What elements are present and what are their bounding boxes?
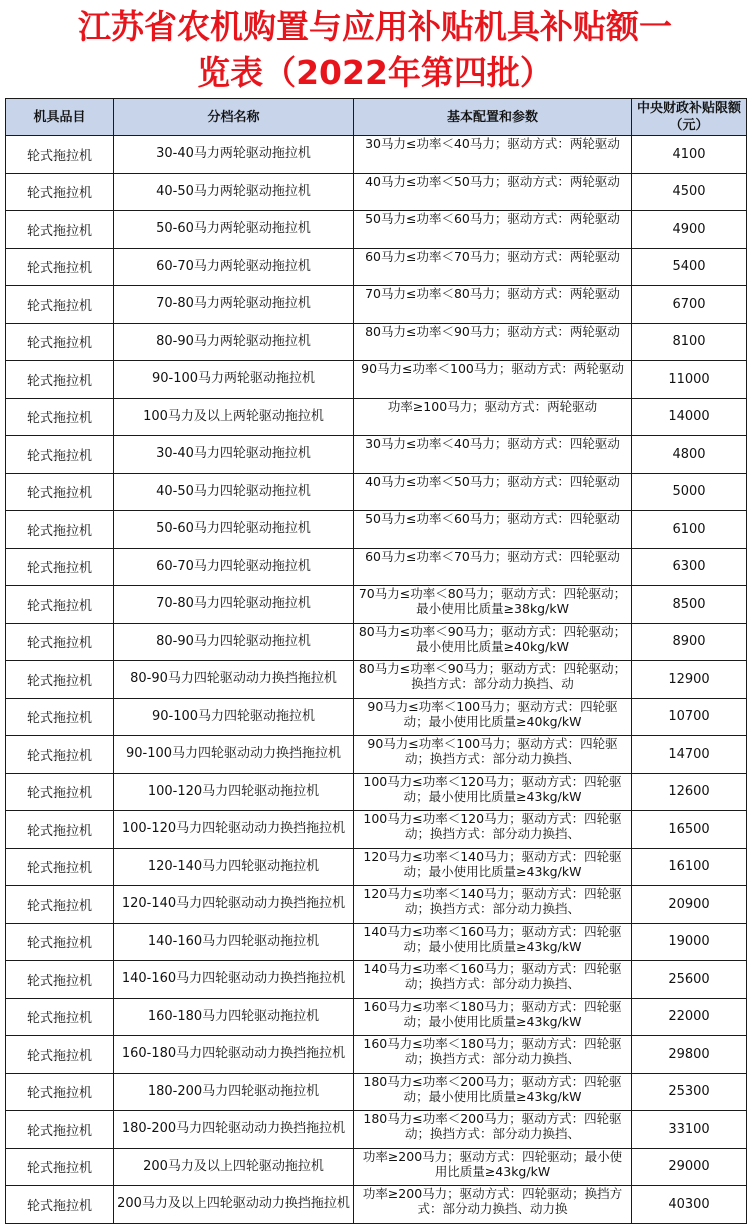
name-cell: 120-140马力四轮驱动动力换挡拖拉机 [114,886,354,924]
amount-cell: 8900 [632,623,747,661]
spec-text: 功率≥200马力；驱动方式：四轮驱动；最小使用比质量≥43kg/kW [362,1148,623,1179]
amount-cell: 4800 [632,436,747,474]
spec-text: 160马力≤功率＜180马力；驱动方式：四轮驱动；最小使用比质量≥43kg/kW [363,998,622,1029]
name-cell: 40-50马力两轮驱动拖拉机 [114,173,354,211]
spec-text: 90马力≤功率＜100马力；驱动方式：两轮驱动 [361,361,624,376]
category-cell: 轮式拖拉机 [6,998,114,1036]
amount-cell: 10700 [632,698,747,736]
spec-text: 60马力≤功率＜70马力；驱动方式：四轮驱动 [365,548,620,564]
column-header-spec: 基本配置和参数 [354,99,632,136]
amount-cell: 19000 [632,923,747,961]
spec-cell [354,286,632,324]
table-row [6,436,747,474]
table-row [6,811,747,849]
amount-cell: 25600 [632,961,747,999]
spec-text: 50马力≤功率＜60马力；驱动方式：四轮驱动 [365,511,620,526]
table-row [6,211,747,249]
spec-text: 140马力≤功率＜160马力；驱动方式：四轮驱动；最小使用比质量≥43kg/kW [363,923,622,954]
name-cell: 180-200马力四轮驱动拖拉机 [114,1073,354,1111]
amount-cell: 11000 [632,361,747,399]
table-row [6,886,747,924]
table-row [6,998,747,1036]
spec-text: 120马力≤功率＜140马力；驱动方式：四轮驱动；最小使用比质量≥43kg/kW [363,848,622,879]
amount-cell: 6300 [632,548,747,586]
amount-cell: 16500 [632,811,747,849]
category-cell: 轮式拖拉机 [6,961,114,999]
category-cell: 轮式拖拉机 [6,736,114,774]
name-cell: 100-120马力四轮驱动拖拉机 [114,773,354,811]
category-cell: 轮式拖拉机 [6,1073,114,1111]
name-cell: 140-160马力四轮驱动拖拉机 [114,923,354,961]
spec-text: 30马力≤功率＜40马力；驱动方式：四轮驱动 [365,436,620,451]
spec-cell [354,961,632,999]
category-cell: 轮式拖拉机 [6,361,114,399]
spec-text: 180马力≤功率＜200马力；驱动方式：四轮驱动；换挡方式：部分动力换挡、 [363,1111,622,1141]
name-cell: 60-70马力四轮驱动拖拉机 [114,548,354,586]
spec-cell [354,698,632,736]
table-row [6,773,747,811]
spec-cell [354,1073,632,1111]
spec-cell [354,998,632,1036]
spec-cell [354,736,632,774]
spec-text: 80马力≤功率＜90马力；驱动方式：四轮驱动；最小使用比质量≥40kg/kW [358,623,627,654]
spec-cell [354,1148,632,1186]
title-line-1: 江苏省农机购置与应用补贴机具补贴额一 [78,7,672,46]
table-header [6,99,747,136]
spec-text: 80马力≤功率＜90马力；驱动方式：四轮驱动；换挡方式：部分动力换挡、动 [358,661,627,691]
amount-cell: 25300 [632,1073,747,1111]
category-cell: 轮式拖拉机 [6,586,114,624]
category-cell: 轮式拖拉机 [6,286,114,324]
table-row [6,661,747,699]
spec-text: 100马力≤功率＜120马力；驱动方式：四轮驱动；换挡方式：部分动力换挡、 [363,811,622,841]
name-cell: 90-100马力四轮驱动动力换挡拖拉机 [114,736,354,774]
spec-cell [354,1186,632,1224]
table-row [6,623,747,661]
spec-text: 90马力≤功率＜100马力；驱动方式：四轮驱动；换挡方式：部分动力换挡、 [367,736,618,766]
spec-text: 功率≥200马力；驱动方式：四轮驱动；换挡方式：部分动力换挡、动力换 [362,1186,623,1216]
category-cell: 轮式拖拉机 [6,473,114,511]
spec-cell [354,811,632,849]
spec-cell [354,661,632,699]
category-cell: 轮式拖拉机 [6,698,114,736]
name-cell: 100马力及以上两轮驱动拖拉机 [114,398,354,436]
table-row [6,698,747,736]
spec-cell [354,211,632,249]
name-cell: 160-180马力四轮驱动动力换挡拖拉机 [114,1036,354,1074]
amount-cell: 14700 [632,736,747,774]
category-cell: 轮式拖拉机 [6,511,114,549]
table-row [6,1148,747,1186]
category-cell: 轮式拖拉机 [6,886,114,924]
spec-text: 40马力≤功率＜50马力；驱动方式：四轮驱动 [365,473,620,489]
name-cell: 180-200马力四轮驱动动力换挡拖拉机 [114,1111,354,1149]
category-cell: 轮式拖拉机 [6,436,114,474]
amount-cell: 4900 [632,211,747,249]
spec-cell [354,1111,632,1149]
amount-cell: 33100 [632,1111,747,1149]
spec-text: 120马力≤功率＜140马力；驱动方式：四轮驱动；换挡方式：部分动力换挡、 [363,886,622,916]
spec-cell [354,923,632,961]
category-cell: 轮式拖拉机 [6,848,114,886]
name-cell: 80-90马力四轮驱动动力换挡拖拉机 [114,661,354,699]
amount-cell: 8100 [632,323,747,361]
title-line-2: 览表（2022年第四批） [197,53,553,92]
amount-cell: 29800 [632,1036,747,1074]
spec-text: 30马力≤功率＜40马力；驱动方式：两轮驱动 [365,136,620,151]
spec-cell [354,548,632,586]
amount-cell: 12600 [632,773,747,811]
spec-cell [354,136,632,174]
table-row [6,361,747,399]
name-cell: 30-40马力四轮驱动拖拉机 [114,436,354,474]
category-cell: 轮式拖拉机 [6,1186,114,1224]
amount-cell: 8500 [632,586,747,624]
spec-cell [354,361,632,399]
spec-cell [354,586,632,624]
name-cell: 120-140马力四轮驱动拖拉机 [114,848,354,886]
name-cell: 40-50马力四轮驱动拖拉机 [114,473,354,511]
name-cell: 30-40马力两轮驱动拖拉机 [114,136,354,174]
table-row [6,286,747,324]
spec-text: 80马力≤功率＜90马力；驱动方式：两轮驱动 [365,323,620,339]
table-row [6,848,747,886]
spec-cell [354,1036,632,1074]
table-row [6,1073,747,1111]
spec-text: 100马力≤功率＜120马力；驱动方式：四轮驱动；最小使用比质量≥43kg/kW [363,773,622,804]
table-row [6,136,747,174]
spec-text: 功率≥100马力；驱动方式：两轮驱动 [387,398,598,414]
table-row [6,961,747,999]
category-cell: 轮式拖拉机 [6,136,114,174]
spec-cell [354,623,632,661]
name-cell: 90-100马力四轮驱动拖拉机 [114,698,354,736]
spec-cell [354,398,632,436]
table-row [6,1036,747,1074]
name-cell: 60-70马力两轮驱动拖拉机 [114,248,354,286]
table-body [6,136,747,1224]
category-cell: 轮式拖拉机 [6,661,114,699]
table-row [6,923,747,961]
amount-cell: 6100 [632,511,747,549]
table-row [6,1111,747,1149]
category-cell: 轮式拖拉机 [6,1111,114,1149]
name-cell: 50-60马力两轮驱动拖拉机 [114,211,354,249]
name-cell: 160-180马力四轮驱动拖拉机 [114,998,354,1036]
name-cell: 200马力及以上四轮驱动动力换挡拖拉机 [114,1186,354,1224]
amount-cell: 5000 [632,473,747,511]
spec-text: 70马力≤功率＜80马力；驱动方式：四轮驱动；最小使用比质量≥38kg/kW [358,586,627,616]
amount-cell: 16100 [632,848,747,886]
column-header-amount: 中央财政补贴限额（元） [632,99,747,136]
amount-cell: 6700 [632,286,747,324]
category-cell: 轮式拖拉机 [6,1148,114,1186]
table-row [6,473,747,511]
amount-cell: 4500 [632,173,747,211]
spec-text: 180马力≤功率＜200马力；驱动方式：四轮驱动；最小使用比质量≥43kg/kW [363,1073,622,1104]
spec-cell [354,323,632,361]
amount-cell: 40300 [632,1186,747,1224]
table-row [6,548,747,586]
category-cell: 轮式拖拉机 [6,248,114,286]
table-row [6,736,747,774]
spec-cell [354,473,632,511]
spec-cell [354,848,632,886]
table-row [6,323,747,361]
spec-text: 90马力≤功率＜100马力；驱动方式：四轮驱动；最小使用比质量≥40kg/kW [367,698,618,729]
column-header-category: 机具品目 [6,99,114,136]
category-cell: 轮式拖拉机 [6,923,114,961]
column-header-name: 分档名称 [114,99,354,136]
spec-cell [354,511,632,549]
amount-cell: 4100 [632,136,747,174]
spec-cell [354,773,632,811]
amount-cell: 29000 [632,1148,747,1186]
subsidy-table [5,98,747,1224]
name-cell: 70-80马力四轮驱动拖拉机 [114,586,354,624]
table-row [6,173,747,211]
table-row [6,511,747,549]
category-cell: 轮式拖拉机 [6,811,114,849]
table-row [6,398,747,436]
name-cell: 200马力及以上四轮驱动拖拉机 [114,1148,354,1186]
amount-cell: 22000 [632,998,747,1036]
category-cell: 轮式拖拉机 [6,323,114,361]
table-row [6,586,747,624]
spec-cell [354,173,632,211]
spec-text: 50马力≤功率＜60马力；驱动方式：两轮驱动 [365,211,620,226]
amount-cell: 20900 [632,886,747,924]
spec-text: 60马力≤功率＜70马力；驱动方式：两轮驱动 [365,248,620,264]
table-row [6,1186,747,1224]
amount-cell: 12900 [632,661,747,699]
spec-cell [354,248,632,286]
spec-text: 70马力≤功率＜80马力；驱动方式：两轮驱动 [365,286,620,301]
amount-cell: 5400 [632,248,747,286]
name-cell: 50-60马力四轮驱动拖拉机 [114,511,354,549]
name-cell: 80-90马力四轮驱动拖拉机 [114,623,354,661]
category-cell: 轮式拖拉机 [6,211,114,249]
category-cell: 轮式拖拉机 [6,1036,114,1074]
name-cell: 80-90马力两轮驱动拖拉机 [114,323,354,361]
spec-text: 40马力≤功率＜50马力；驱动方式：两轮驱动 [365,173,620,189]
category-cell: 轮式拖拉机 [6,398,114,436]
page-title [0,0,750,98]
spec-cell [354,436,632,474]
category-cell: 轮式拖拉机 [6,548,114,586]
amount-cell: 14000 [632,398,747,436]
spec-text: 160马力≤功率＜180马力；驱动方式：四轮驱动；换挡方式：部分动力换挡、 [363,1036,622,1066]
name-cell: 140-160马力四轮驱动动力换挡拖拉机 [114,961,354,999]
name-cell: 70-80马力两轮驱动拖拉机 [114,286,354,324]
name-cell: 90-100马力两轮驱动拖拉机 [114,361,354,399]
table-row [6,248,747,286]
category-cell: 轮式拖拉机 [6,173,114,211]
spec-cell [354,886,632,924]
category-cell: 轮式拖拉机 [6,623,114,661]
name-cell: 100-120马力四轮驱动动力换挡拖拉机 [114,811,354,849]
spec-text: 140马力≤功率＜160马力；驱动方式：四轮驱动；换挡方式：部分动力换挡、 [363,961,622,991]
category-cell: 轮式拖拉机 [6,773,114,811]
